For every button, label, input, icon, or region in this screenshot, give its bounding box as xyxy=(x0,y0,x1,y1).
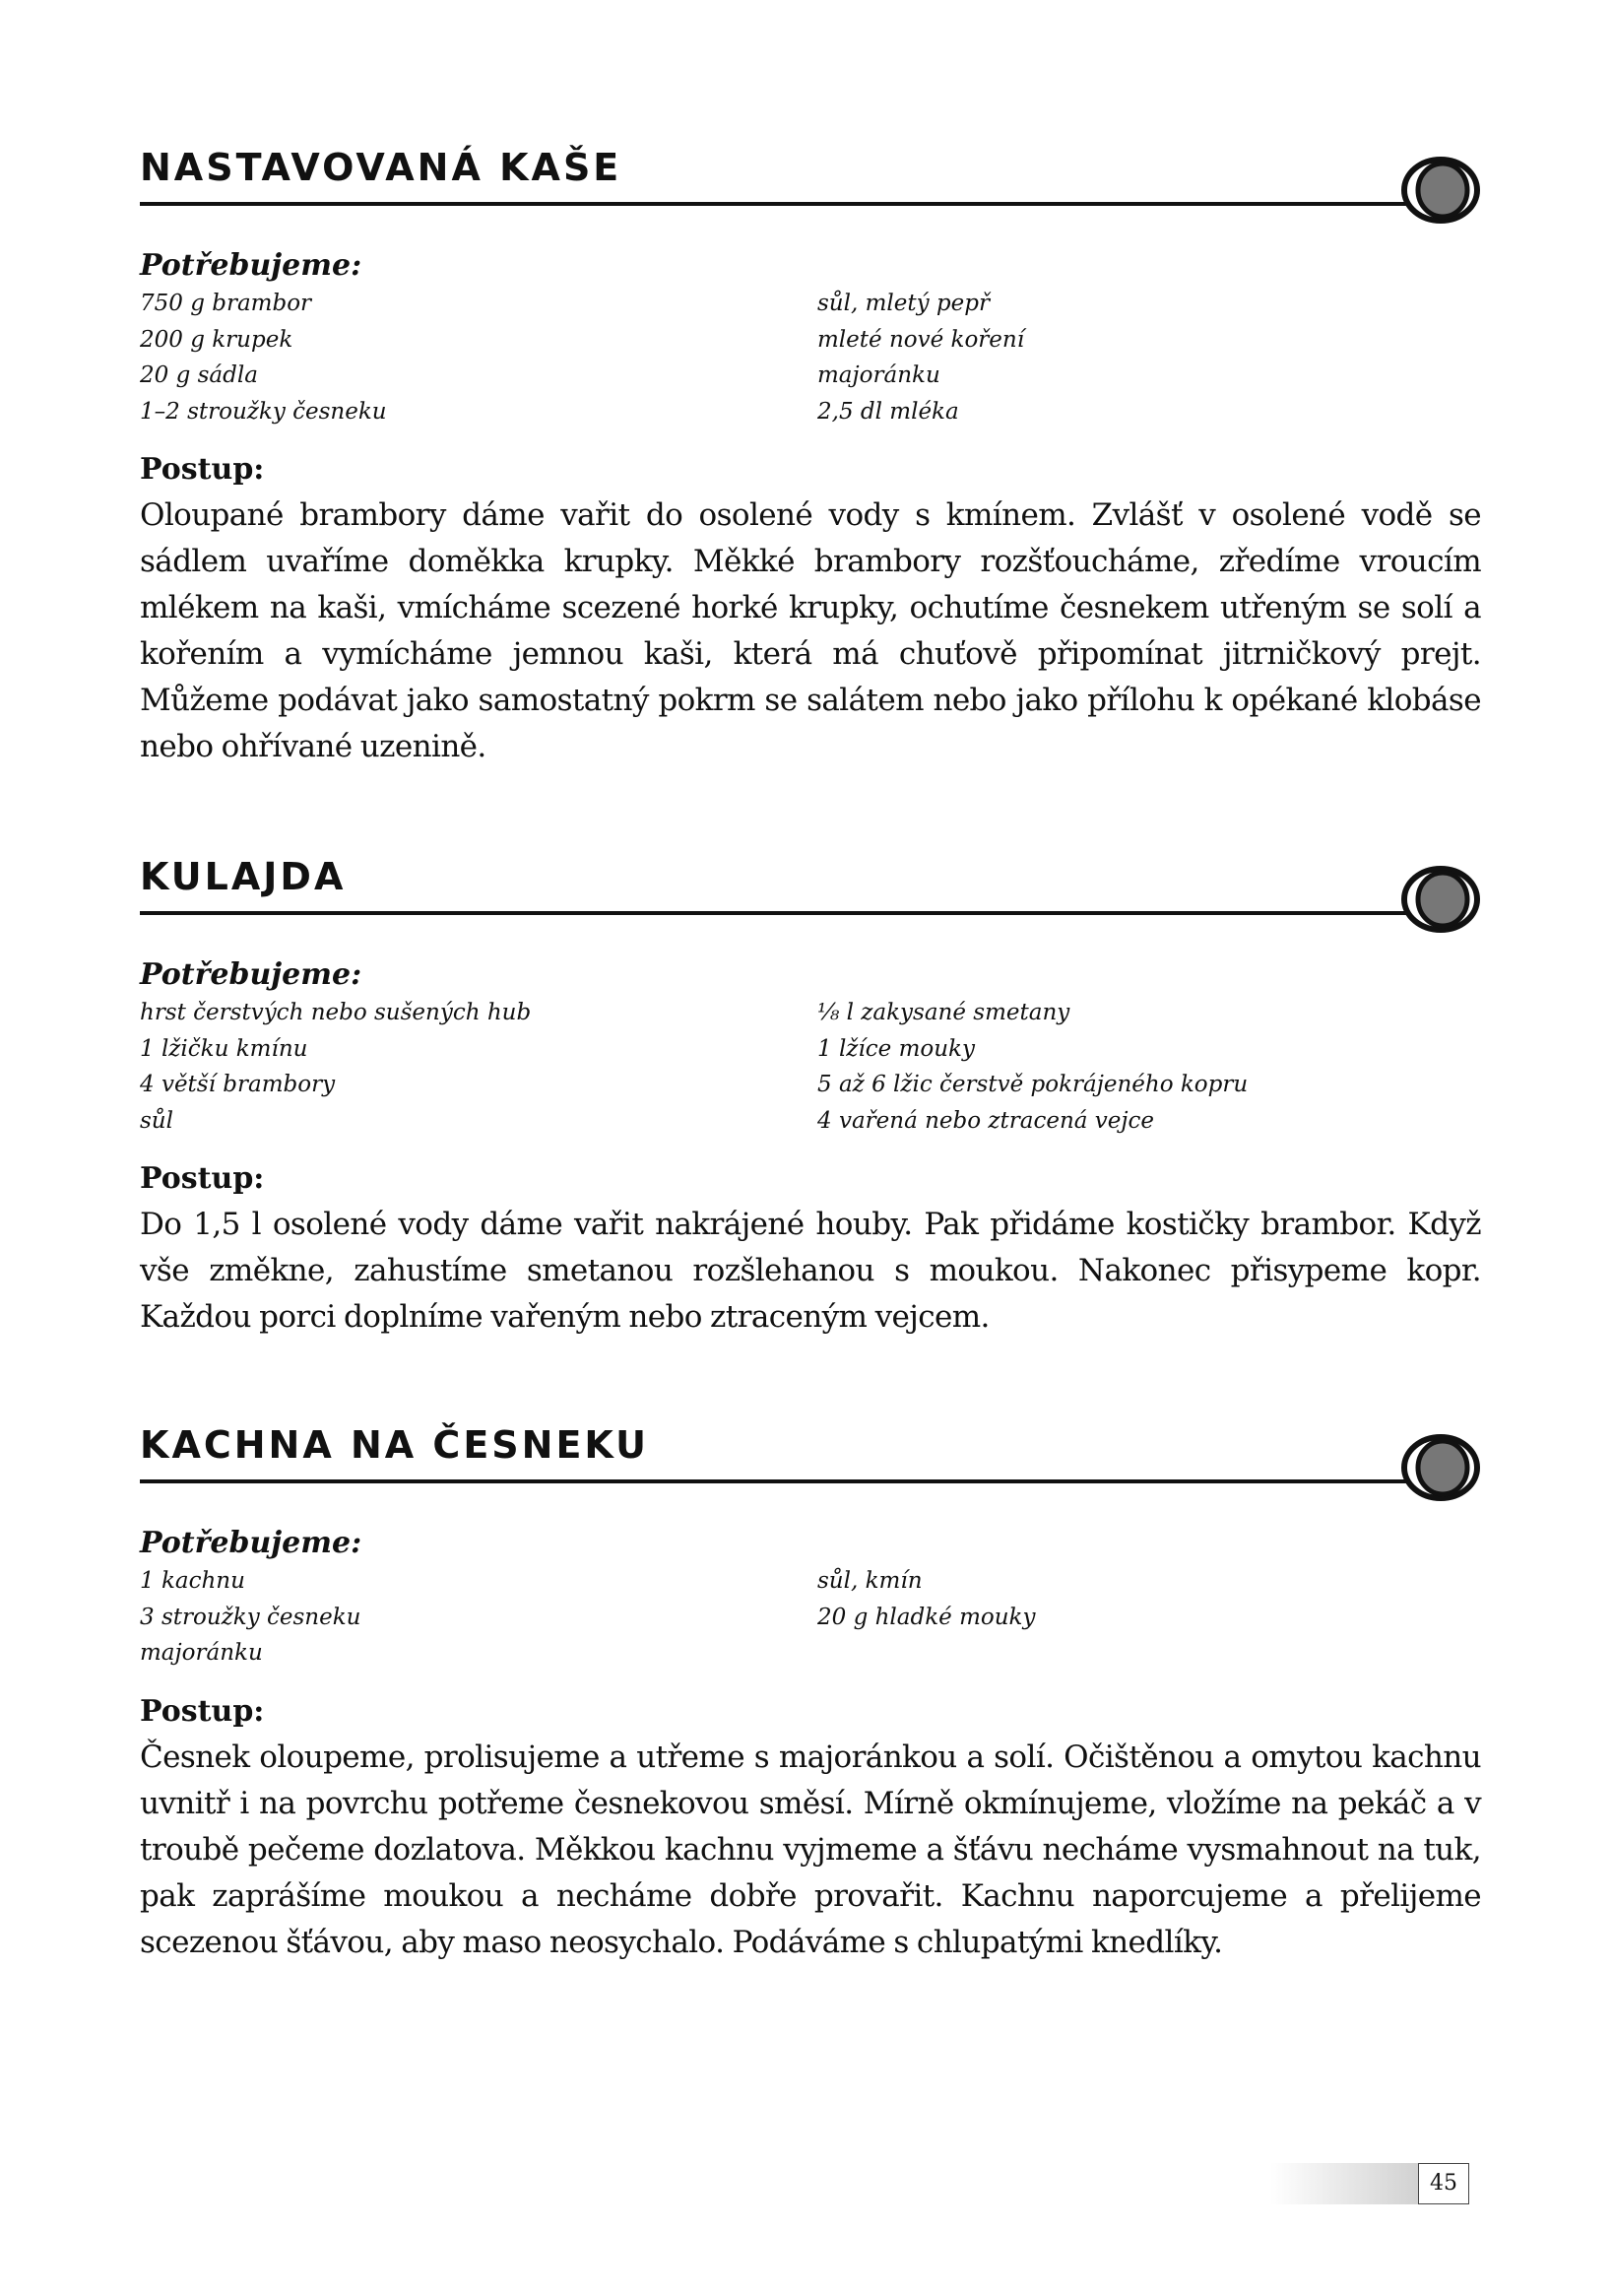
recipe-header xyxy=(140,1423,1481,1492)
recipe-header xyxy=(140,146,1481,215)
page-number: 45 xyxy=(1418,2163,1469,2204)
method-heading: Postup: xyxy=(140,1693,265,1729)
ingredients-column-right xyxy=(817,286,1024,429)
title-rule xyxy=(140,202,1420,206)
ingredient-item: ⅛ l zakysané smetany xyxy=(817,1000,1070,1025)
ingredients-heading: Potřebujeme: xyxy=(140,248,362,283)
method-text: Česnek oloupeme, prolisujeme a utřeme s majoránkou a solí. Očištěnou a omytou kachnu uvnitř i na povrchu potřeme česnekovou směsí. Mírně okmínujeme, vložíme na pekáč a v troubě pečeme dozlatova. Měkkou kachnu vyjmeme a šťávu necháme vysmahnout na tuk, pak zaprášíme moukou a necháme dobře provařit. Kachnu naporcujeme a přelijeme scezenou šťávou, aby maso neosychalo. Podáváme s chlupatými knedlíky. xyxy=(140,1738,1481,1960)
ingredient-item: 20 g sádla xyxy=(140,362,258,388)
recipe-kulajda xyxy=(140,855,1481,1341)
ingredients-column-left xyxy=(140,1563,817,1672)
recipe-title: KULAJDA xyxy=(140,855,347,898)
ingredient-item: 2,5 dl mléka xyxy=(817,398,959,425)
method-text: Do 1,5 l osolené vody dáme vařit nakrájené houby. Pak přidáme kostičky brambor. Když vše změkne, zahustíme smetanou rozšlehanou s moukou. Nakonec přisypeme kopr. Každou porci doplníme vařeným nebo ztraceným vejcem. xyxy=(140,1207,1481,1335)
bowl-icon xyxy=(1400,865,1481,934)
recipe-nastavovana-kase xyxy=(140,146,1481,770)
ingredient-item: 3 stroužky česneku xyxy=(140,1604,361,1630)
ingredient-item: 1 kachnu xyxy=(140,1568,245,1594)
ingredient-item: majoránku xyxy=(140,1640,263,1666)
title-rule xyxy=(140,911,1420,915)
recipe-title: KACHNA NA ČESNEKU xyxy=(140,1423,650,1467)
ingredient-item: 20 g hladké mouky xyxy=(817,1604,1036,1630)
ingredient-item: majoránku xyxy=(817,362,940,388)
ingredient-item: 5 až 6 lžic čerstvě pokrájeného kopru xyxy=(817,1072,1249,1097)
ingredient-item: sůl, mletý pepř xyxy=(817,291,990,316)
ingredients-heading: Potřebujeme: xyxy=(140,1526,362,1560)
ingredients-list xyxy=(140,995,1481,1139)
recipe-title: NASTAVOVANÁ KAŠE xyxy=(140,146,622,189)
ingredients-column-right xyxy=(817,995,1248,1139)
recipe-header xyxy=(140,855,1481,924)
ingredients-column-left xyxy=(140,995,817,1139)
ingredient-item: 200 g krupek xyxy=(140,326,293,353)
bowl-icon xyxy=(1400,1433,1481,1502)
ingredient-item: 4 větší brambory xyxy=(140,1072,336,1097)
method-heading: Postup: xyxy=(140,1161,265,1196)
recipe-kachna-na-cesneku xyxy=(140,1423,1481,1966)
ingredient-item: 1–2 stroužky česneku xyxy=(140,398,387,425)
ingredient-item: 4 vařená nebo ztracená vejce xyxy=(817,1107,1155,1134)
ingredients-column-right xyxy=(817,1563,1035,1672)
ingredient-item: sůl xyxy=(140,1107,173,1134)
ingredient-item: mleté nové koření xyxy=(817,326,1025,353)
ingredients-list xyxy=(140,1563,1481,1672)
ingredient-item: hrst čerstvých nebo sušených hub xyxy=(140,1000,532,1025)
ingredient-item: sůl, kmín xyxy=(817,1568,923,1594)
ingredients-heading: Potřebujeme: xyxy=(140,957,362,992)
ingredient-item: 1 lžičku kmínu xyxy=(140,1035,308,1062)
ingredients-column-left xyxy=(140,286,817,429)
ingredients-list xyxy=(140,286,1481,429)
title-rule xyxy=(140,1479,1420,1483)
ingredient-item: 750 g brambor xyxy=(140,291,312,316)
ingredient-item: 1 lžíce mouky xyxy=(817,1035,975,1062)
method-text: Oloupané brambory dáme vařit do osolené vody s kmínem. Zvlášť v osolené vodě se sádlem uvaříme doměkka krupky. Měkké brambory rozšťoucháme, zředíme vroucím mlékem na kaši, vmícháme scezené horké krupky, ochutíme česnekem utřeným se solí a kořením a vymícháme jemnou kaši, která má chuťově připomínat jitrničkový prejt. Můžeme podávat jako samostatný pokrm se salátem nebo jako přílohu k opékané klobáse nebo ohřívané uzenině. xyxy=(140,497,1481,764)
method-heading: Postup: xyxy=(140,452,265,487)
bowl-icon xyxy=(1400,156,1481,225)
